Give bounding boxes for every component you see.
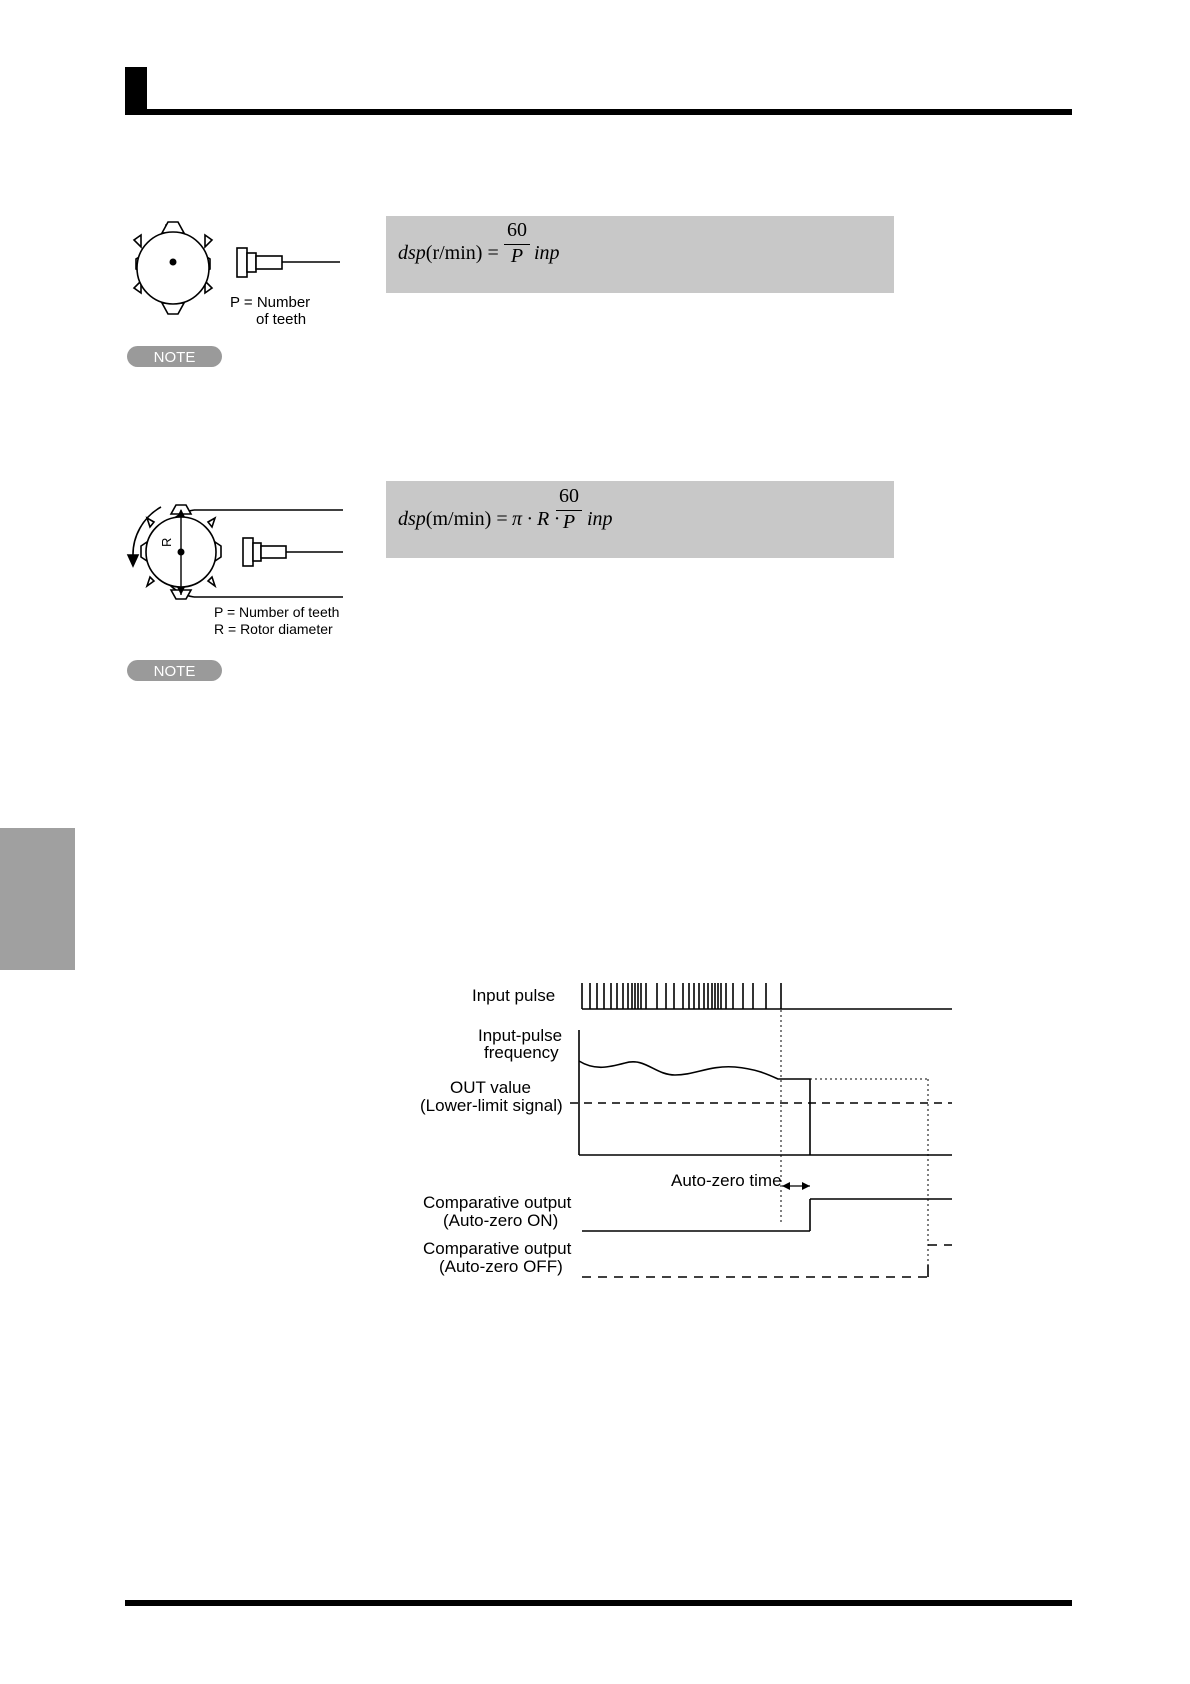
label-auto-zero-time: Auto-zero time: [671, 1171, 782, 1190]
rotation-arrow-head: [128, 555, 138, 566]
label-input-pulse: Input pulse: [472, 986, 556, 1005]
formula2-box: [386, 481, 894, 558]
formula1-lhs: [398, 242, 499, 265]
figure1-label-line2: of teeth: [256, 311, 307, 328]
note-badge-2: [127, 660, 223, 682]
formula1-dsp: dsp: [398, 242, 426, 264]
formula1-denominator: P: [510, 245, 524, 267]
rotor-center-dot: [178, 549, 185, 556]
formula2-pi-r: π · R ·: [512, 508, 560, 530]
label-freq-2: frequency: [484, 1043, 559, 1062]
label-out-1: OUT value: [450, 1078, 531, 1097]
label-comp-off-1: Comparative output: [423, 1239, 572, 1258]
label-comp-off-2: (Auto-zero OFF): [439, 1257, 563, 1276]
formula2-fraction: [556, 485, 582, 534]
sensor-icon-2: [243, 538, 343, 566]
formula2-numerator: 60: [559, 485, 579, 507]
rotor-belt-figure: [125, 495, 355, 605]
formula2-lhs: [398, 508, 508, 531]
formula1-fraction: [504, 219, 530, 268]
gear-sensor-figure: [130, 215, 350, 330]
figure2-label-line2: R = Rotor diameter: [214, 621, 333, 637]
header-block: [125, 67, 147, 114]
frequency-curve: [579, 1061, 810, 1155]
formula2-inp: inp: [587, 508, 613, 530]
sensor-icon: [237, 248, 340, 277]
note-label-2: NOTE: [153, 663, 196, 680]
formula2-dsp: dsp: [398, 508, 426, 530]
formula1-inp: inp: [534, 242, 560, 264]
input-pulses: [582, 983, 781, 1009]
label-freq-1: Input-pulse: [478, 1026, 563, 1045]
label-comp-on-2: (Auto-zero ON): [443, 1211, 559, 1230]
section-side-tab: [0, 828, 75, 970]
formula2-unit: (m/min) =: [425, 508, 508, 530]
gear-wheel: [134, 222, 212, 314]
label-out-2: (Lower-limit signal): [420, 1096, 563, 1115]
formula1-box: [386, 216, 894, 293]
figure2-label-line1: P = Number of teeth: [214, 604, 340, 620]
rotor-r-label: R: [159, 537, 174, 547]
footer-rule: [125, 1600, 1072, 1606]
formula2-denominator: P: [562, 511, 576, 533]
formula1-numerator: 60: [507, 219, 527, 241]
figure1-label-line1: P = Number: [230, 294, 311, 311]
gear-center-dot: [170, 259, 177, 266]
header-rule: [125, 109, 1072, 115]
formula1-unit: (r/min) =: [425, 242, 499, 264]
label-comp-on-1: Comparative output: [423, 1193, 572, 1212]
timing-diagram: [570, 975, 960, 1280]
note-badge-1: [127, 346, 223, 368]
note-label-1: NOTE: [153, 349, 196, 366]
